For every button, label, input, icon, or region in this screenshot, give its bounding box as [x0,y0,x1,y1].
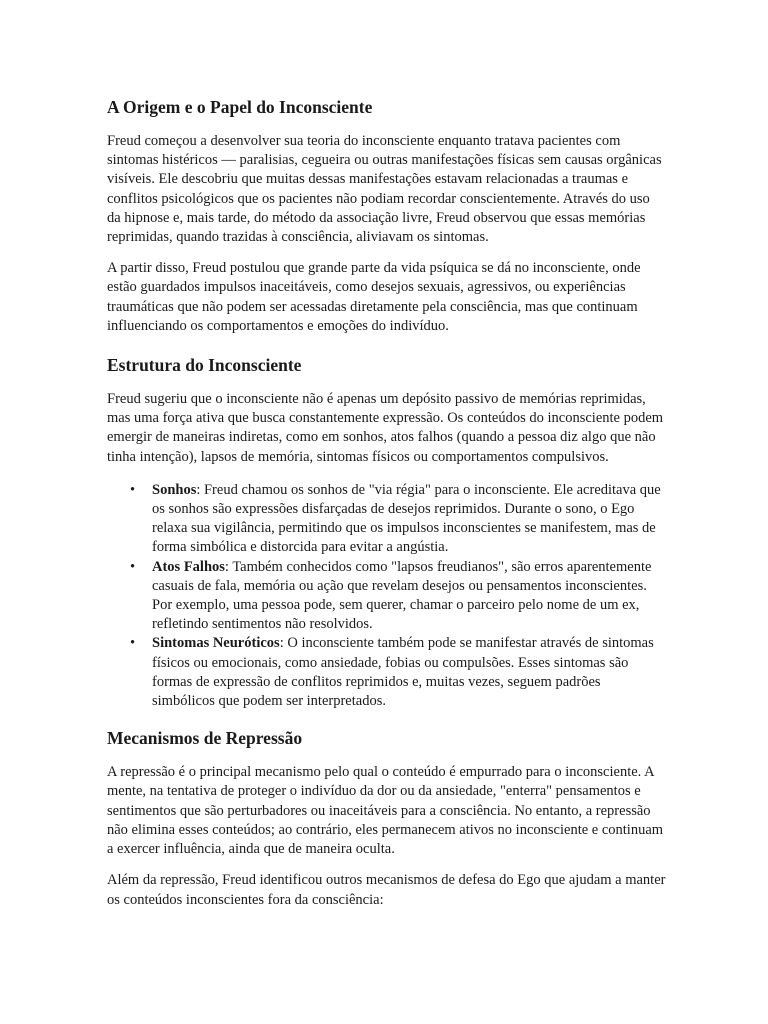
list-item-sonhos [130,481,667,558]
section-heading-mecanismos: Mecanismos de Repressão [107,728,303,749]
list-item-sintomas-neuroticos [130,634,667,711]
paragraph: Além da repressão, Freud identificou outros mecanismos de defesa do Ego que ajudam a manter os conteúdos inconscientes fora da consciência: [107,872,666,908]
paragraph: Freud sugeriu que o inconsciente não é apenas um depósito passivo de memórias reprimidas, mas uma força ativa que busca constantemente expressão. Os conteúdos do inconsciente podem emergir de maneiras indiretas, como em sonhos, atos falhos (quando a pessoa diz algo que não tinha intenção), lapsos de memória, sintomas físicos ou comportamentos compulsivos. [107,391,664,465]
bullet-icon: • [130,481,136,498]
section-heading-estrutura: Estrutura do Inconsciente [107,355,302,376]
list-item-text: : Freud chamou os sonhos de "via régia" para o inconsciente. Ele acreditava que os sonhos são expressões disfarçadas de desejos reprimidos. Durante o sono, o Ego relaxa sua vigilância, permitindo que os impulsos inconscientes se manifestem, mas de forma simbólica e distorcida para evitar a angústia. [152,481,661,556]
paragraph: Freud começou a desenvolver sua teoria do inconsciente enquanto tratava pacientes com sintomas histéricos — paralisias, cegueira ou outras manifestações físicas sem causas orgânicas visíveis. Ele descobriu que muitas dessas manifestações estavam relacionadas a traumas e conflitos psicológicos que os pacientes não podiam recordar conscientemente. Através do uso da hipnose e, mais tarde, do método da associação livre, Freud observou que essas memórias reprimidas, quando trazidas à consciência, aliviavam os sintomas. [107,133,662,246]
paragraph: A partir disso, Freud postulou que grande parte da vida psíquica se dá no inconsciente, onde estão guardados impulsos inaceitáveis, como desejos sexuais, agressivos, ou experiências traumáticas que não podem ser acessadas diretamente pela consciência, mas que continuam influenciando os comportamentos e emoções do indivíduo. [107,260,641,334]
list-item-text: : O inconsciente também pode se manifestar através de sintomas físicos ou emocionais, como ansiedade, fobias ou compulsões. Esses sintomas são formas de expressão de conflitos reprimidos e, muitas vezes, seguem padrões simbólicos que podem ser interpretados. [152,635,654,710]
list-item-text: : Também conhecidos como "lapsos freudianos", são erros aparentemente casuais de fala, memória ou ação que revelam desejos ou pensamentos inconscientes. Por exemplo, uma pessoa pode, sem querer, chamar o parceiro pelo nome de um ex, refletindo sentimentos não resolvidos. [152,558,652,633]
bullet-icon: • [130,558,136,575]
bullet-list [107,481,667,711]
section-heading-origem: A Origem e o Papel do Inconsciente [107,97,373,117]
document-page [107,96,667,922]
list-item-atos-falhos [130,558,667,635]
list-item-term: Atos Falhos [152,558,225,575]
list-item-term: Sintomas Neuróticos [152,635,280,652]
bullet-icon: • [130,635,136,652]
paragraph: A repressão é o principal mecanismo pelo qual o conteúdo é empurrado para o inconsciente. A mente, na tentativa de proteger o indivíduo da dor ou da ansiedade, "enterra" pensamentos e sentimentos que são perturbadores ou inaceitáveis para a consciência. No entanto, a repressão não elimina esses conteúdos; ao contrário, eles permanecem ativos no inconsciente e continuam a exercer influência, ainda que de maneira oculta. [107,764,664,858]
list-item-term: Sonhos [152,481,197,498]
